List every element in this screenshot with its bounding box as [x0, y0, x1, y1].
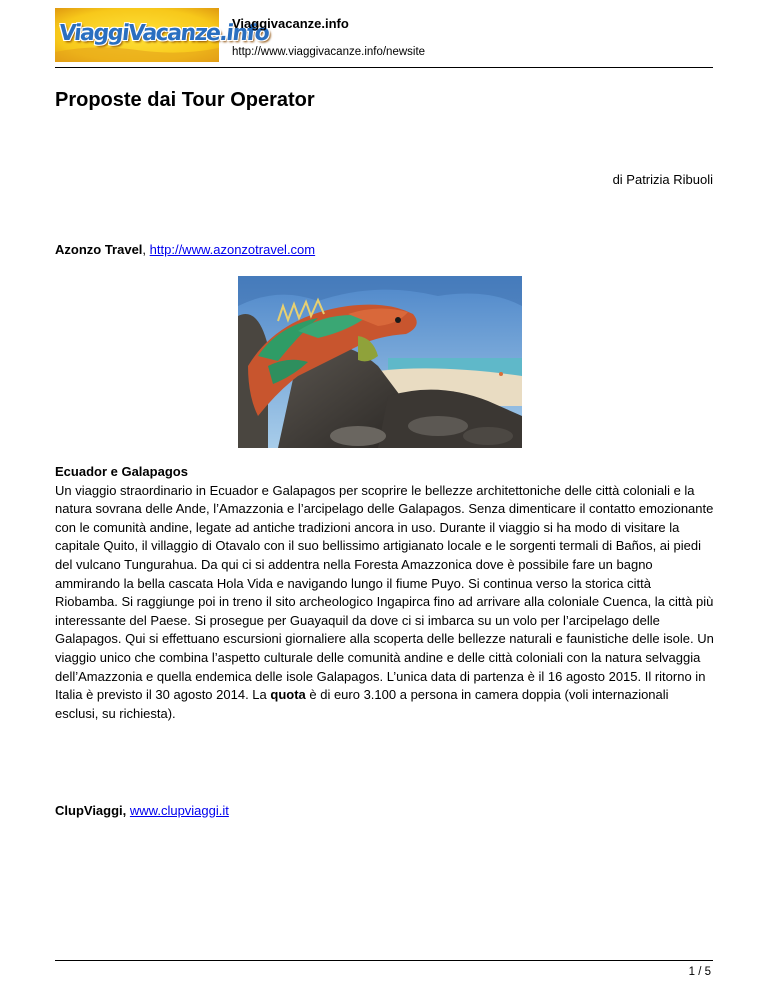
article-body-text: Un viaggio straordinario in Ecuador e Galapagos per scoprire le bellezze architettoniche delle città coloniali e la natura sovrana delle Ande, l’Amazzonia e l’arcipelago delle Galapagos. Senza dimenticare il contatto emozionante con le comunità andine, legate ad antiche tradizioni ancora in uso. Durante il viaggio si ha modo di visitare la capitale Quito, il villaggio di Otavalo con il suo bellissimo artigianato locale e le sorgenti termali di Baños, ai piedi del vulcano Tungurahua. Da qui ci si addentra nella Foresta Amazzonica dove è possibile fare un bagno ammirando la bella cascata Hola Vida e navigando lungo il fiume Puyo. Si continua verso la storica città Riobamba. Si raggiunge poi in treno il sito archeologico Ingapirca fino ad arrivare alla coloniale Cuenca, la città più interessante del Paese. Si prosegue per Guayaquil da dove ci si imbarca su un volo per l’arcipelago delle Galapagos. Qui si effettuano escursioni giornaliere alla scoperta delle bellezze naturali e faunistiche delle isole. Un viaggio unico che combina l’aspetto culturale delle comunità andine e delle città coloniali con la natura selvaggia dell’Amazzonia e quella endemica delle isole Galapagos. L’unica data di partenza è il 16 agosto 2015. Il ritorno in Italia è previsto il 30 agosto 2014. La [55, 482, 714, 703]
author-byline: di Patrizia Ribuoli [612, 172, 713, 187]
operator-link[interactable]: http://www.azonzotravel.com [149, 242, 316, 257]
article-ecuador-galapagos [55, 463, 715, 723]
site-logo[interactable] [55, 8, 270, 62]
page-header [55, 8, 713, 68]
article-body [55, 482, 715, 724]
site-name: Viaggivacanze.info [232, 16, 349, 31]
article-body-text-end: è di euro 3.100 a persona in camera doppia (voli internazionali esclusi, su richiesta). [55, 687, 669, 721]
operator-line-azonzo [55, 242, 315, 257]
operator-name: ClupViaggi, [55, 803, 127, 818]
site-url[interactable]: http://www.viaggivacanze.info/newsite [232, 46, 426, 58]
operator-line-clupviaggi [55, 803, 229, 818]
logo-text: ViaggiVacanze.info [57, 21, 270, 46]
iguana-photo [238, 276, 522, 448]
header-divider [55, 67, 713, 68]
page-number: 1 / 5 [688, 966, 711, 978]
article-bold-word: quota [270, 687, 306, 703]
article-heading: Ecuador e Galapagos [55, 464, 188, 479]
operator-name: Azonzo Travel [55, 242, 143, 257]
footer-divider [55, 960, 713, 961]
operator-separator: , [142, 242, 150, 257]
operator-link[interactable]: www.clupviaggi.it [129, 803, 229, 818]
page-title: Proposte dai Tour Operator [55, 89, 315, 111]
